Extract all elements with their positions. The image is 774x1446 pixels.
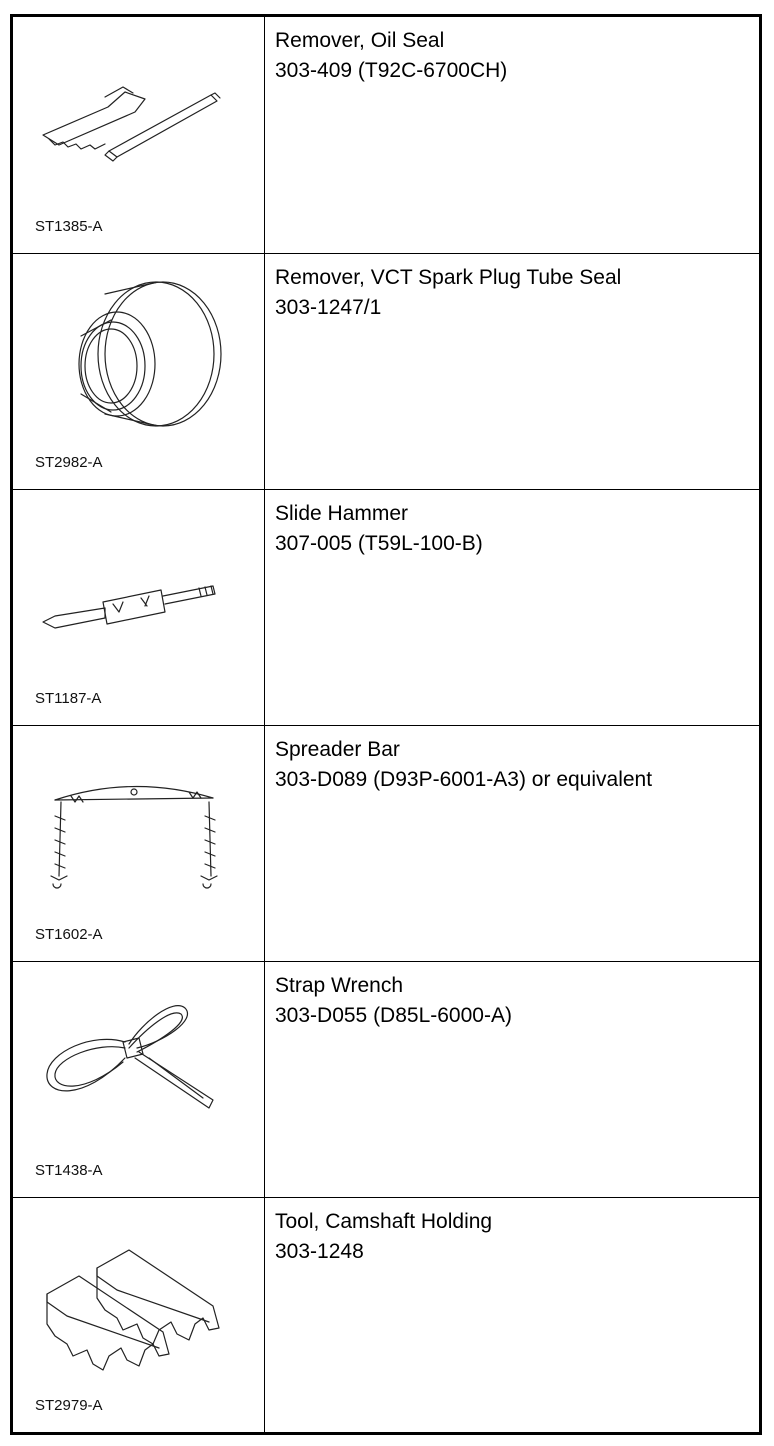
tool-row (13, 17, 759, 253)
illustration-code: ST1438-A (35, 1162, 103, 1179)
illustration-code: ST1187-A (35, 690, 102, 707)
tool-number: 303-409 (T92C-6700CH) (275, 59, 508, 82)
tool-illustration-cell (13, 1198, 265, 1432)
tool-name: Tool, Camshaft Holding (275, 1210, 493, 1233)
tool-description-cell (265, 254, 759, 489)
spreader-bar-icon (13, 726, 265, 926)
strap-wrench-icon (13, 962, 265, 1162)
tool-row (13, 253, 759, 489)
illustration-code: ST1385-A (35, 218, 103, 235)
tool-illustration-cell (13, 726, 265, 961)
tool-description-cell (265, 962, 759, 1197)
tool-row (13, 489, 759, 725)
tool-name: Spreader Bar (275, 738, 400, 761)
tool-illustration-cell (13, 254, 265, 489)
tool-illustration-cell (13, 490, 265, 725)
tool-name: Strap Wrench (275, 974, 403, 997)
tool-number: 303-1247/1 (275, 296, 382, 319)
oil-seal-remover-icon (13, 17, 265, 217)
tool-description-cell (265, 726, 759, 961)
camshaft-holding-tool-icon (13, 1198, 265, 1398)
special-tools-table (10, 14, 762, 1435)
tool-description-cell (265, 1198, 759, 1432)
tool-illustration-cell (13, 962, 265, 1197)
tool-row (13, 725, 759, 961)
tool-illustration-cell (13, 17, 265, 253)
tool-number: 303-D089 (D93P-6001-A3) or equivalent (275, 768, 653, 791)
slide-hammer-icon (13, 490, 265, 690)
tool-description-cell (265, 17, 759, 253)
tube-seal-remover-icon (13, 254, 265, 454)
tool-description-cell (265, 490, 759, 725)
illustration-code: ST2979-A (35, 1397, 103, 1414)
tool-name: Remover, Oil Seal (275, 29, 445, 52)
tool-number: 303-1248 (275, 1240, 364, 1263)
tool-row (13, 1197, 759, 1432)
illustration-code: ST2982-A (35, 454, 103, 471)
tool-name: Remover, VCT Spark Plug Tube Seal (275, 266, 622, 289)
tool-row (13, 961, 759, 1197)
illustration-code: ST1602-A (35, 926, 103, 943)
tool-number: 307-005 (T59L-100-B) (275, 532, 483, 555)
tool-name: Slide Hammer (275, 502, 409, 525)
tool-number: 303-D055 (D85L-6000-A) (275, 1004, 512, 1027)
